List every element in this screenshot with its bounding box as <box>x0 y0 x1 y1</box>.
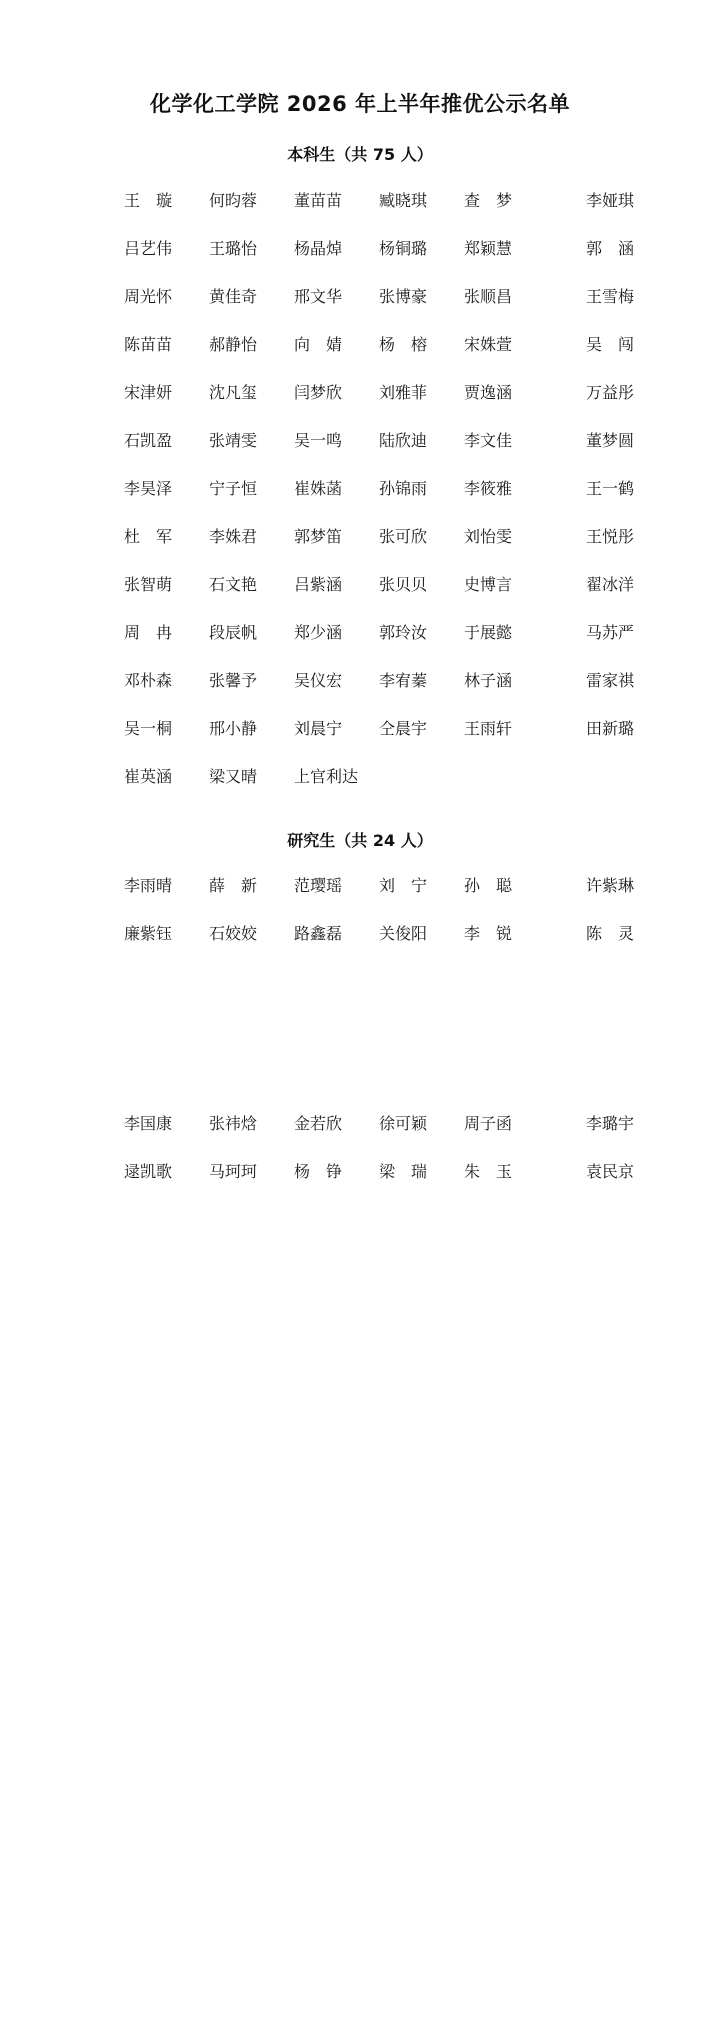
name-entry: 郑少涵 <box>294 623 343 642</box>
name-entry: 杨 铮 <box>294 1162 343 1181</box>
name-entry: 石姣姣 <box>209 924 258 943</box>
name-entry: 吴仪宏 <box>294 671 343 690</box>
name-entry: 董梦圆 <box>585 431 634 450</box>
name-entry: 史博言 <box>464 575 513 594</box>
name-entry: 孙锦雨 <box>379 479 428 498</box>
name-entry: 林子涵 <box>464 671 513 690</box>
name-entry: 梁 瑞 <box>379 1162 428 1181</box>
name-entry: 郭梦笛 <box>294 527 343 546</box>
name-entry: 雷家祺 <box>585 671 634 690</box>
name-entry: 吕紫涵 <box>294 575 343 594</box>
name-entry: 杜 军 <box>124 527 173 546</box>
graduate-section-title: 研究生（共 24 人） <box>287 831 433 850</box>
name-entry: 贾逸涵 <box>464 383 513 402</box>
name-entry: 路鑫磊 <box>294 924 343 943</box>
name-entry: 马苏严 <box>585 623 634 642</box>
name-entry: 吴一桐 <box>124 719 173 738</box>
name-entry: 李文佳 <box>464 431 513 450</box>
name-entry: 石凯盈 <box>124 431 173 450</box>
name-entry: 朱 玉 <box>464 1162 513 1181</box>
name-entry: 梁又晴 <box>209 767 258 786</box>
name-entry: 万益彤 <box>585 383 634 402</box>
name-entry: 李国康 <box>124 1114 173 1133</box>
name-entry: 郑颖慧 <box>464 239 513 258</box>
name-entry: 吴一鸣 <box>294 431 343 450</box>
name-entry: 周子函 <box>464 1114 513 1133</box>
name-entry: 李宥蓁 <box>379 671 428 690</box>
name-entry: 陈 灵 <box>585 924 634 943</box>
name-entry: 仝晨宇 <box>379 719 428 738</box>
name-entry: 张顺昌 <box>464 287 513 306</box>
name-entry: 郝静怡 <box>209 335 258 354</box>
name-entry: 杨晶焯 <box>294 239 343 258</box>
name-entry: 田新璐 <box>585 719 634 738</box>
name-entry: 李娅琪 <box>585 191 634 210</box>
name-entry: 袁民京 <box>585 1162 634 1181</box>
name-entry: 薛 新 <box>209 876 258 895</box>
name-entry: 李筱雅 <box>464 479 513 498</box>
name-entry: 周 冉 <box>124 623 173 642</box>
name-entry: 王雨轩 <box>464 719 513 738</box>
name-entry: 金若欣 <box>294 1114 343 1133</box>
name-entry: 崔英涵 <box>124 767 173 786</box>
name-entry: 张祎焓 <box>209 1114 258 1133</box>
graduate-name-grid-continued <box>124 1112 634 1208</box>
undergrad-name-grid <box>124 189 634 813</box>
name-entry: 张可欣 <box>379 527 428 546</box>
name-entry: 范璎瑶 <box>294 876 343 895</box>
name-entry: 吴 闯 <box>585 335 634 354</box>
name-entry: 李雨晴 <box>124 876 173 895</box>
name-entry: 宋津妍 <box>124 383 173 402</box>
name-entry: 王 璇 <box>124 191 173 210</box>
name-entry: 臧晓琪 <box>379 191 428 210</box>
name-entry: 杨 榕 <box>379 335 428 354</box>
name-entry: 刘雅菲 <box>379 383 428 402</box>
name-entry: 李璐宇 <box>585 1114 634 1133</box>
name-entry: 徐可颖 <box>379 1114 428 1133</box>
name-entry: 王雪梅 <box>585 287 634 306</box>
graduate-name-grid <box>124 874 634 970</box>
name-entry: 刘晨宁 <box>294 719 343 738</box>
name-entry: 董苗苗 <box>294 191 343 210</box>
name-entry: 吕艺伟 <box>124 239 173 258</box>
name-entry: 王悦彤 <box>585 527 634 546</box>
name-entry: 邢文华 <box>294 287 343 306</box>
name-entry: 张靖雯 <box>209 431 258 450</box>
name-entry: 邢小静 <box>209 719 258 738</box>
name-entry: 张馨予 <box>209 671 258 690</box>
name-entry: 段辰帆 <box>209 623 258 642</box>
name-entry: 向 婧 <box>294 335 343 354</box>
name-entry: 何昀蓉 <box>209 191 258 210</box>
name-entry: 张智萌 <box>124 575 173 594</box>
name-entry: 陈苗苗 <box>124 335 173 354</box>
name-entry: 周光怀 <box>124 287 173 306</box>
undergrad-section-title: 本科生（共 75 人） <box>287 145 433 164</box>
name-entry: 刘 宁 <box>379 876 428 895</box>
name-entry: 邓朴森 <box>124 671 173 690</box>
name-entry: 郭玲汝 <box>379 623 428 642</box>
name-entry: 崔姝菡 <box>294 479 343 498</box>
name-entry: 翟冰洋 <box>585 575 634 594</box>
document-title: 化学化工学院 2026 年上半年推优公示名单 <box>149 92 571 116</box>
name-entry: 李昊泽 <box>124 479 173 498</box>
name-entry: 关俊阳 <box>379 924 428 943</box>
name-entry: 查 梦 <box>464 191 513 210</box>
name-entry: 于展懿 <box>464 623 513 642</box>
name-entry: 张博豪 <box>379 287 428 306</box>
name-entry: 黄佳奇 <box>209 287 258 306</box>
name-entry: 逯凯歌 <box>124 1162 173 1181</box>
name-entry: 宋姝萱 <box>464 335 513 354</box>
name-entry: 张贝贝 <box>379 575 428 594</box>
name-entry: 孙 聪 <box>464 876 513 895</box>
name-entry: 石文艳 <box>209 575 258 594</box>
name-entry: 沈凡玺 <box>209 383 258 402</box>
name-entry: 刘怡雯 <box>464 527 513 546</box>
name-entry: 闫梦欣 <box>294 383 343 402</box>
name-entry: 杨铜璐 <box>379 239 428 258</box>
name-entry: 许紫琳 <box>585 876 634 895</box>
name-entry: 王一鹤 <box>585 479 634 498</box>
name-entry: 宁子恒 <box>209 479 258 498</box>
name-entry: 郭 涵 <box>585 239 634 258</box>
name-entry: 陆欣迪 <box>379 431 428 450</box>
name-entry: 王璐怡 <box>209 239 258 258</box>
name-entry: 上官利达 <box>294 767 359 786</box>
name-entry: 李姝君 <box>209 527 258 546</box>
name-entry: 廉紫钰 <box>124 924 173 943</box>
name-entry: 马珂珂 <box>209 1162 258 1181</box>
name-entry: 李 锐 <box>464 924 513 943</box>
